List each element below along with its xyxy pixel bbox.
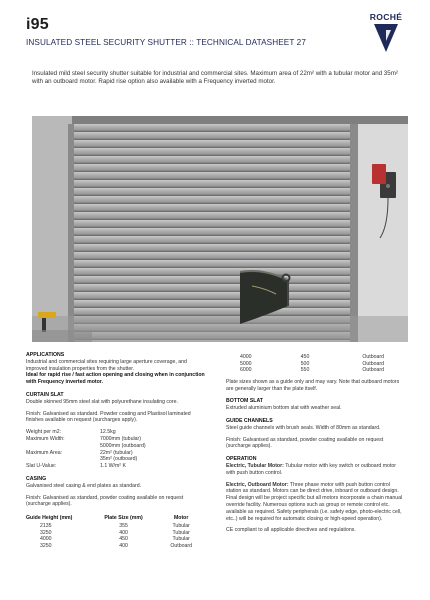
table-cell: 3250: [40, 542, 52, 549]
bottom-slat-text: Extruded aluminium bottom slat with weather seal.: [226, 405, 342, 412]
curtain-slat-image: [232, 266, 296, 330]
table-cell: 4000: [240, 354, 252, 360]
table-cell: Tubular: [172, 522, 190, 529]
curtain-slat-finish: Finish: Galvanised as standard. Powder coating and Plastisol laminated finishes available on request (surcharges apply).: [26, 410, 191, 424]
ce-compliance: CE compliant to all applicable directives and regulations.: [226, 527, 356, 534]
left-column: [26, 352, 206, 549]
plate-size-note: Plate sizes shown as a guide only and may vary. Note that outboard motors are generally larger than the plate itself.: [226, 378, 400, 392]
table-cell: 500: [300, 360, 310, 367]
guide-channels-finish: Finish: Galvanised as standard, powder coating available on request (surcharge applies).: [226, 436, 384, 450]
slat-profile-icon: [232, 266, 296, 330]
spec-key: [26, 443, 100, 450]
table-cell: 5000: [240, 360, 252, 367]
guide-channels-heading: GUIDE CHANNELS: [226, 417, 273, 424]
table-row: [26, 523, 206, 530]
table-cell: 400: [119, 529, 128, 536]
table-cell: 3250: [40, 529, 52, 536]
operation-outboard-text: Three phase motor with push button control station as standard. Motors can be direct drive, inboard or outboard design. Final design will be project specific but all motors incorporate a chain manual override facility. Numerous options such as group or remote control etc. available as required. Safety peripherals (i.e. safety edge, photo-electric cell, etc..) will be required for automatic closing or high-speed operation).: [226, 481, 403, 522]
table-row: [26, 536, 206, 543]
spec-row: [26, 429, 206, 436]
spec-key: Maximum Width:: [26, 435, 65, 442]
col-header-guide-height: Guide Height (mm): [26, 515, 73, 522]
right-column: [226, 352, 406, 534]
datasheet-subtitle: INSULATED STEEL SECURITY SHUTTER :: TECHNICAL DATASHEET 27: [26, 38, 306, 47]
curtain-slat-heading: CURTAIN SLAT: [26, 391, 64, 398]
spec-key: Slat U-Value:: [26, 463, 57, 470]
shutter-photo: [32, 116, 408, 342]
operation-heading: OPERATION: [226, 456, 257, 463]
spec-row: [26, 443, 206, 450]
guide-channels-text: Steel guide channels with brush seals. Width of 80mm as standard.: [226, 424, 381, 431]
applications-text: Industrial and commercial sites requiring large aperture coverage, and improved insulation properties from the shutter.: [26, 358, 187, 372]
col-header-plate-size: Plate Size (mm): [104, 515, 143, 522]
spec-row: [26, 463, 206, 470]
table-row: [226, 367, 384, 374]
intro-paragraph: Insulated mild steel security shutter suitable for industrial and commercial sites. Maximum area of 22m² with a tubular motor and 35m² with an outboard motor. Rapid rise option also available with a Frequency inverted motor.: [32, 70, 398, 86]
spec-value: 35m² (outboard): [100, 456, 138, 463]
table-cell: Outboard: [362, 360, 384, 367]
bottom-slat-heading: BOTTOM SLAT: [226, 398, 263, 405]
table-cell: 2135: [40, 522, 52, 529]
table-cell: Outboard: [362, 367, 384, 374]
table-cell: 450: [119, 536, 128, 543]
table-cell: 550: [300, 367, 310, 374]
operation-outboard-label: Electric, Outboard Motor:: [226, 481, 289, 488]
spec-row: [26, 456, 206, 463]
spec-key: Weight per m2:: [26, 429, 62, 436]
spec-key: Maximum Area:: [26, 449, 63, 456]
product-title: i95: [26, 16, 49, 33]
table-cell: Tubular: [172, 536, 190, 543]
table-row: [26, 530, 206, 537]
spec-value: 5000mm (outboard): [100, 442, 146, 449]
table-cell: 355: [119, 522, 128, 529]
col-header-motor: Motor: [173, 515, 189, 522]
roche-logo: [364, 12, 408, 56]
table-cell: Outboard: [362, 354, 384, 360]
table-cell: Outboard: [170, 542, 192, 549]
plate-size-table-continued: [226, 354, 384, 374]
logo-triangle-icon: [374, 24, 398, 52]
plate-size-table: [26, 515, 206, 549]
shutter-illustration: [32, 116, 408, 342]
casing-text: Galvanised steel casing & end plates as standard.: [26, 482, 142, 489]
table-cell: Tubular: [172, 529, 190, 536]
applications-heading: APPLICATIONS: [26, 352, 65, 358]
table-cell: 450: [300, 354, 310, 360]
spec-value: 12.5kg: [100, 429, 116, 436]
casing-heading: CASING: [26, 475, 47, 482]
spec-row: [26, 436, 206, 443]
spec-row: [26, 450, 206, 457]
spec-value: 22m² (tubular): [100, 449, 133, 456]
operation-tubular-label: Electric, Tubular Motor:: [226, 462, 284, 469]
applications-highlight: Ideal for rapid rise / fast action opening and closing when in conjunction with Frequency inverted motor.: [26, 372, 205, 386]
table-row: [26, 543, 206, 550]
spec-value: 1.1 W/m² K: [100, 463, 126, 470]
table-cell: 400: [119, 542, 128, 549]
table-header-row: [26, 515, 206, 523]
operation-tubular-text: Tubular motor with key switch or outboard motor with push button control.: [226, 462, 396, 476]
table-row: [226, 361, 384, 368]
curtain-slat-text: Double skinned 95mm steel slat with polyurethane insulating core.: [26, 398, 178, 405]
specs-list: [26, 429, 206, 470]
table-cell: 6000: [240, 367, 252, 374]
table-row: [226, 354, 384, 361]
spec-value: 7000mm (tubular): [100, 435, 141, 442]
table-cell: 4000: [40, 536, 52, 543]
casing-finish: Finish: Galvanised as standard, powder coating available on request (surcharge applies).: [26, 494, 184, 508]
operation-outboard: [226, 482, 406, 523]
logo-text: ROCHÉ: [369, 12, 403, 22]
spec-key: [26, 456, 100, 463]
operation-tubular: [226, 463, 406, 477]
